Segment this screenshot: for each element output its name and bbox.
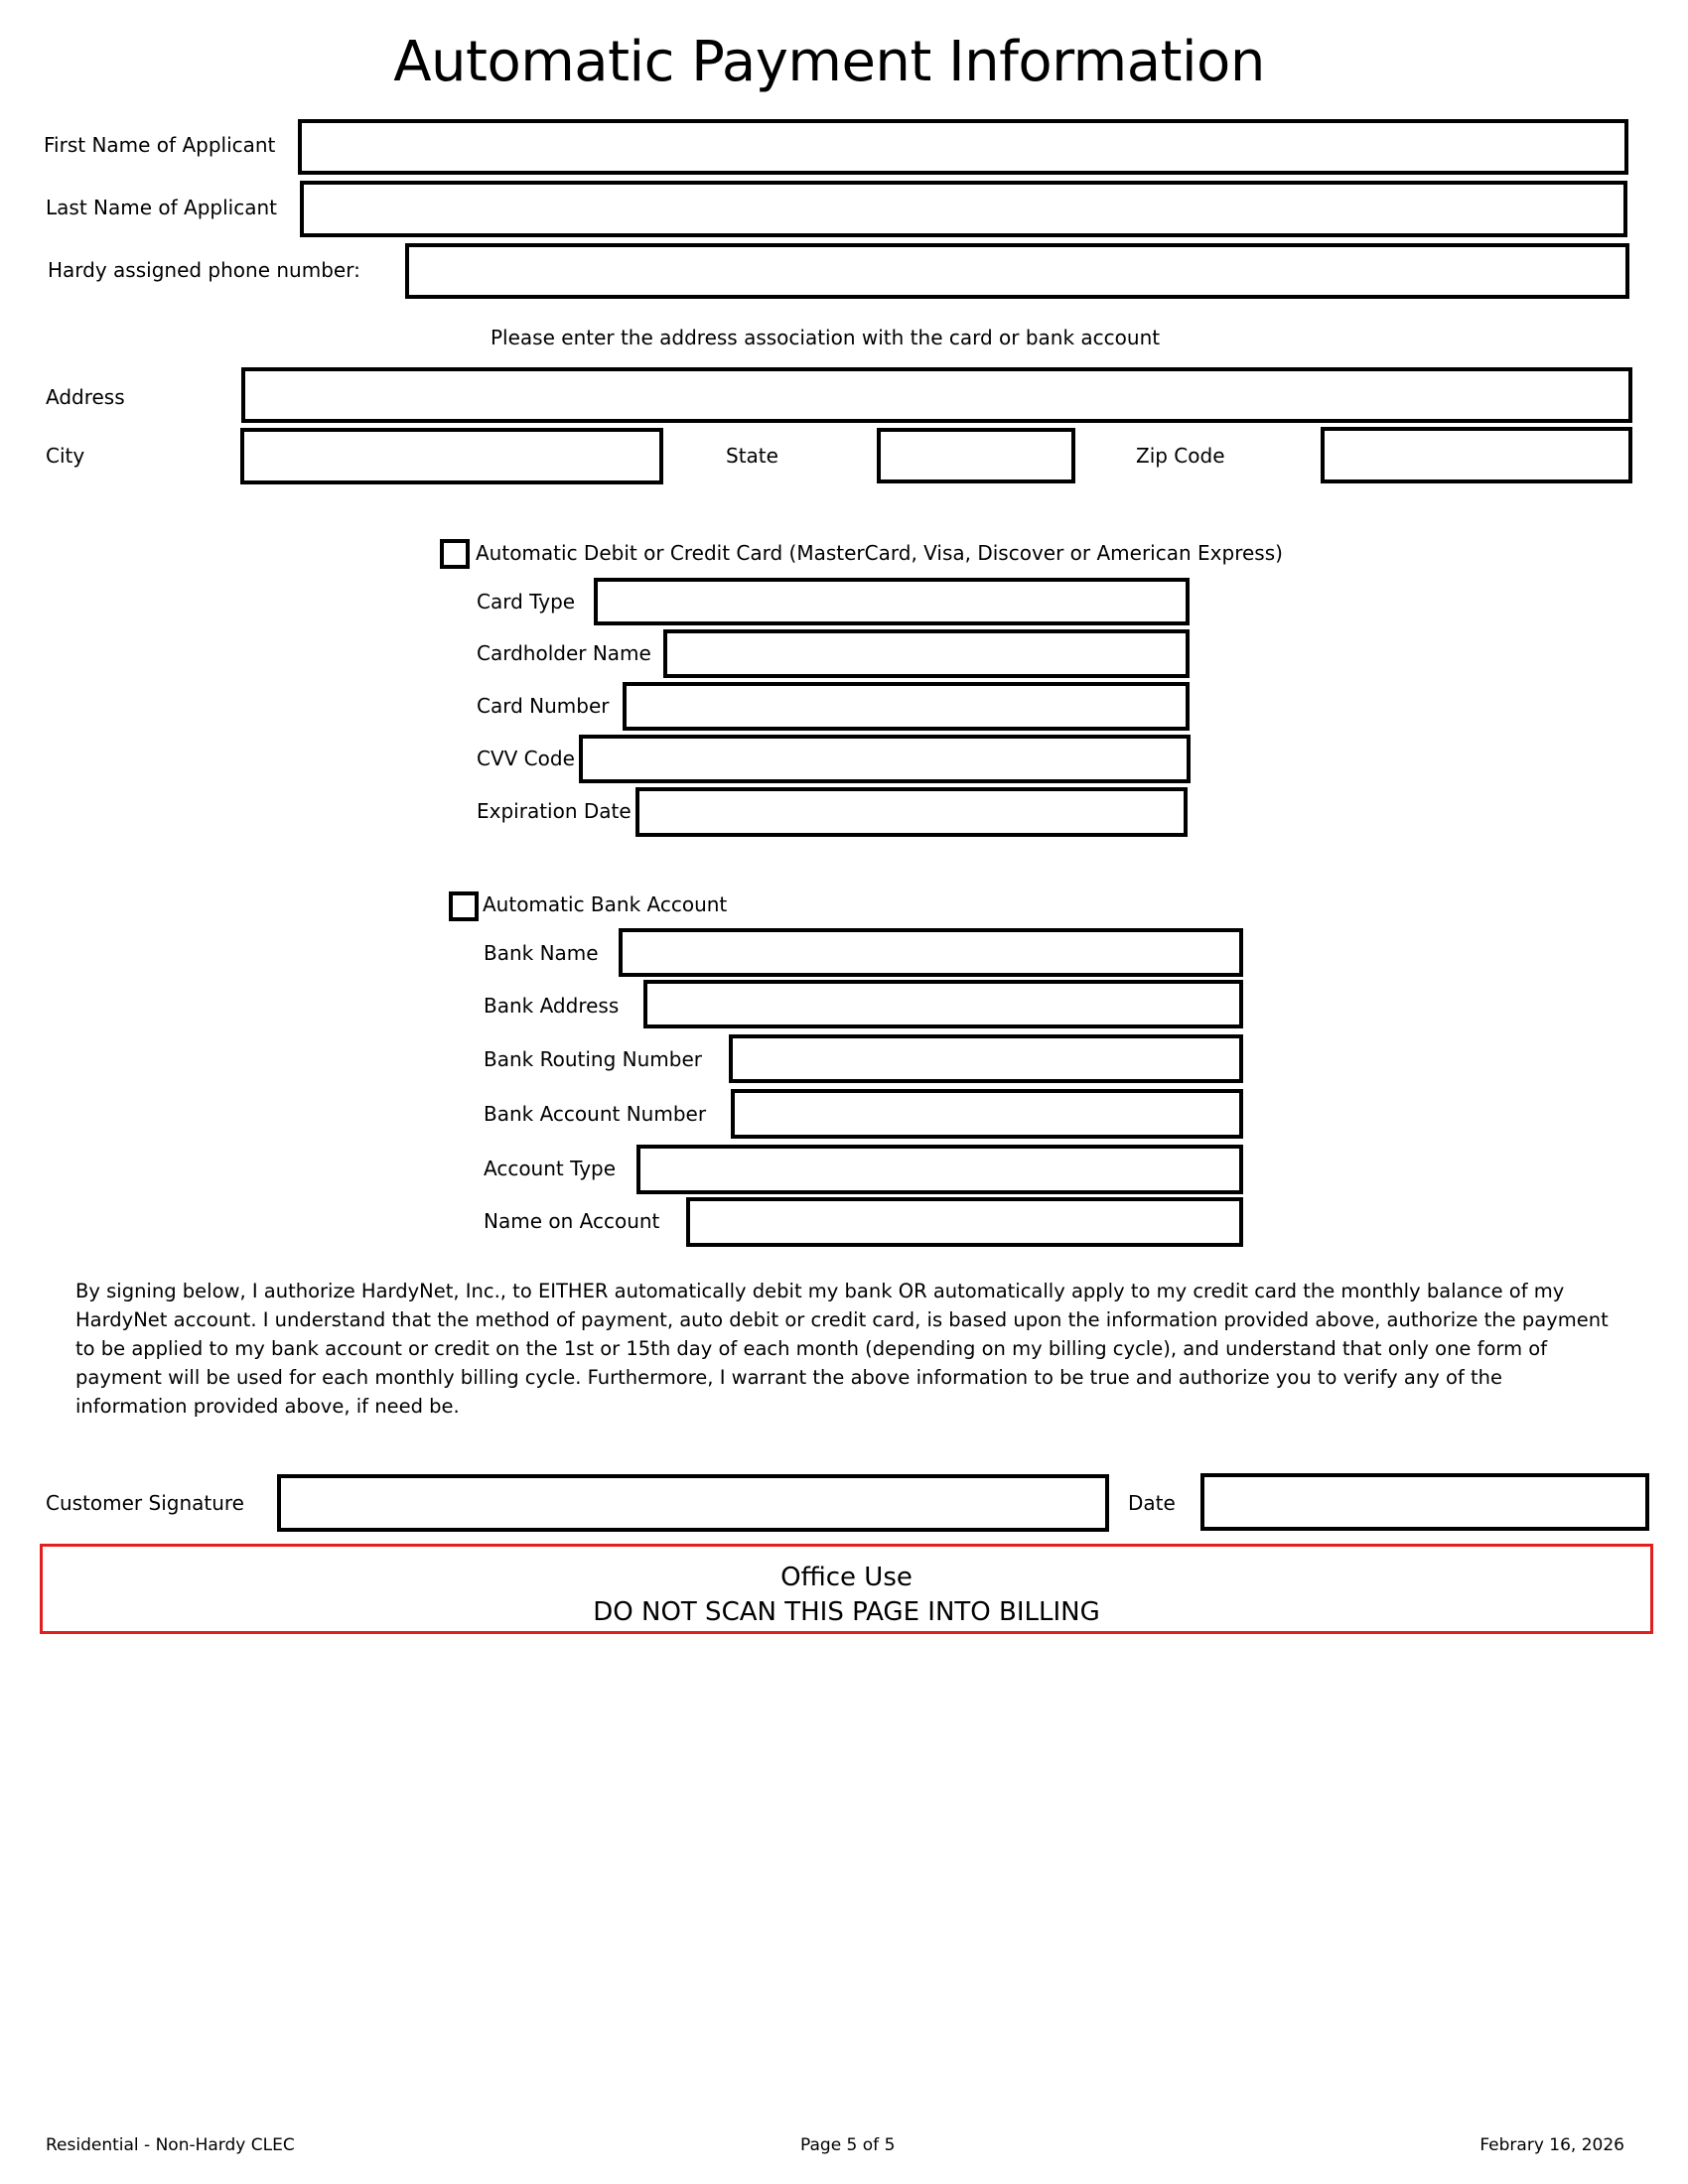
bank-address-input[interactable] [647, 984, 1239, 1024]
card-type-input[interactable] [598, 582, 1186, 621]
account-type-field[interactable] [636, 1145, 1243, 1194]
office-use-heading: Office Use [780, 1563, 913, 1592]
address-instruction: Please enter the address association with the card or bank account [491, 326, 1161, 349]
cardholder-name-input[interactable] [667, 633, 1186, 674]
city-field[interactable] [240, 428, 663, 484]
bank-account-number-field[interactable] [731, 1089, 1243, 1139]
card-payment-checkbox[interactable] [440, 539, 470, 569]
name-on-account-label: Name on Account [484, 1209, 660, 1233]
expiration-date-field[interactable] [635, 787, 1188, 837]
card-number-label: Card Number [477, 694, 610, 718]
customer-signature-field[interactable] [277, 1474, 1109, 1532]
bank-routing-number-field[interactable] [729, 1034, 1243, 1083]
card-type-field[interactable] [594, 578, 1190, 625]
first-name-field[interactable] [298, 119, 1628, 175]
office-use-notice: DO NOT SCAN THIS PAGE INTO BILLING [593, 1597, 1100, 1627]
date-label: Date [1128, 1491, 1176, 1515]
expiration-date-label: Expiration Date [477, 799, 632, 823]
last-name-field[interactable] [300, 181, 1627, 237]
zip-code-label: Zip Code [1136, 444, 1225, 468]
state-input[interactable] [881, 432, 1071, 479]
phone-input[interactable] [409, 247, 1625, 295]
zip-code-input[interactable] [1325, 431, 1628, 479]
zip-code-field[interactable] [1321, 427, 1632, 483]
card-number-input[interactable] [627, 686, 1186, 727]
state-label: State [726, 444, 778, 468]
name-on-account-field[interactable] [686, 1197, 1243, 1247]
footer-date: Febrary 16, 2026 [1479, 2135, 1624, 2155]
last-name-input[interactable] [304, 185, 1623, 233]
customer-signature-input[interactable] [281, 1478, 1105, 1528]
cvv-code-field[interactable] [579, 735, 1191, 783]
office-use-box [40, 1544, 1653, 1634]
footer-page-number: Page 5 of 5 [800, 2135, 896, 2155]
bank-routing-number-label: Bank Routing Number [484, 1047, 702, 1071]
date-input[interactable] [1204, 1477, 1645, 1527]
name-on-account-input[interactable] [690, 1201, 1239, 1243]
authorization-text: By signing below, I authorize HardyNet, Inc., to EITHER automatically debit my bank OR automatically apply to my credit card the monthly balance of my HardyNet account. I understand that the method of payment, auto debit or credit card, is based upon the information provided above, authorize the payment to be applied to my bank account or credit on the 1st or 15th day of each month (depending on my billing cycle), and understand that only one form of payment will be used for each monthly billing cycle. Furthermore, I warrant the above information to be true and authorize you to verify any of the information provided above, if need be. [75, 1280, 1609, 1418]
bank-name-label: Bank Name [484, 941, 599, 965]
state-field[interactable] [877, 428, 1075, 483]
expiration-date-input[interactable] [639, 791, 1184, 833]
account-type-input[interactable] [640, 1149, 1239, 1190]
phone-field[interactable] [405, 243, 1629, 299]
bank-routing-number-input[interactable] [733, 1038, 1239, 1079]
bank-address-label: Bank Address [484, 994, 620, 1018]
bank-account-number-label: Bank Account Number [484, 1102, 707, 1126]
footer-left-text: Residential - Non-Hardy CLEC [46, 2135, 295, 2155]
phone-label: Hardy assigned phone number: [48, 258, 360, 282]
account-type-label: Account Type [484, 1157, 617, 1180]
card-number-field[interactable] [623, 682, 1190, 731]
first-name-input[interactable] [302, 123, 1624, 171]
bank-address-field[interactable] [643, 980, 1243, 1028]
bank-name-field[interactable] [619, 928, 1243, 977]
card-type-label: Card Type [477, 590, 576, 614]
bank-name-input[interactable] [623, 932, 1239, 973]
address-field[interactable] [241, 367, 1632, 423]
customer-signature-label: Customer Signature [46, 1491, 244, 1515]
bank-payment-checkbox[interactable] [449, 891, 479, 921]
page-title: Automatic Payment Information [393, 30, 1265, 94]
cvv-code-input[interactable] [583, 739, 1187, 779]
city-input[interactable] [244, 432, 659, 480]
bank-payment-label: Automatic Bank Account [483, 892, 728, 916]
last-name-label: Last Name of Applicant [46, 196, 277, 219]
address-input[interactable] [245, 371, 1628, 419]
date-field[interactable] [1200, 1473, 1649, 1531]
first-name-label: First Name of Applicant [44, 133, 276, 157]
cvv-code-label: CVV Code [477, 747, 575, 770]
bank-account-number-input[interactable] [735, 1093, 1239, 1135]
cardholder-name-field[interactable] [663, 629, 1190, 678]
address-label: Address [46, 385, 125, 409]
cardholder-name-label: Cardholder Name [477, 641, 651, 665]
card-payment-label: Automatic Debit or Credit Card (MasterCard, Visa, Discover or American Express) [476, 541, 1283, 565]
city-label: City [46, 444, 85, 468]
